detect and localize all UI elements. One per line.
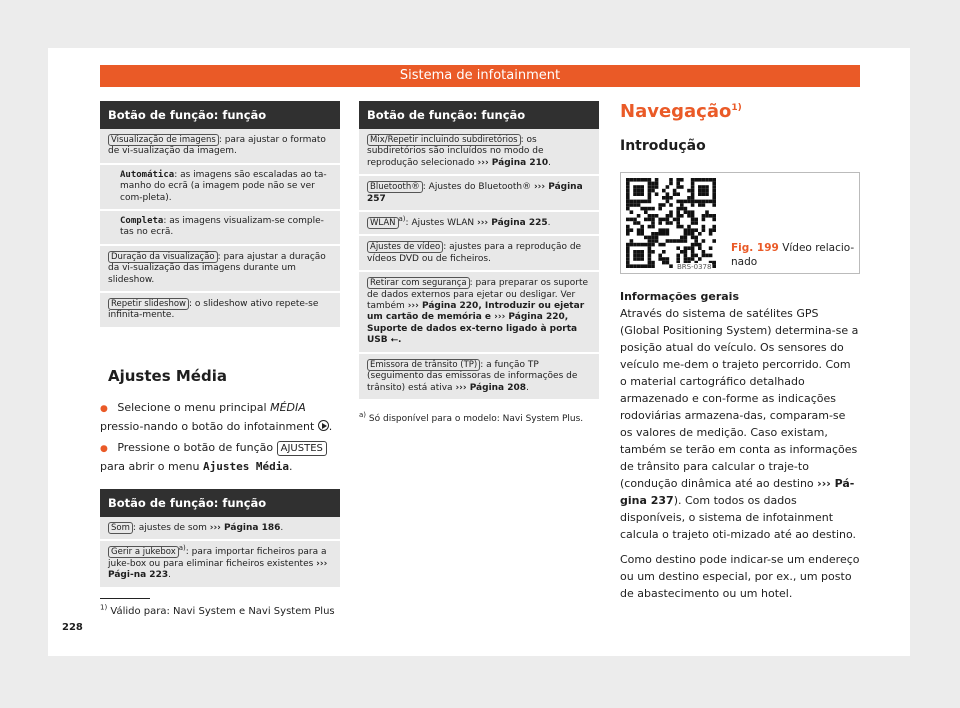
table-row <box>100 246 340 293</box>
table-row: Gerir a jukebox $^{a)}$: para importar ficheiros para a juke-box ou para eliminar ficheiros existentes ››› Pági-na 223. <box>100 541 340 588</box>
row-text: : para ajustar a duração da vi-sualização das imagens durante um slideshow. <box>108 251 326 285</box>
footnote-marker: a) <box>359 410 367 419</box>
subheading: Informações gerais <box>620 290 739 303</box>
table-row: Emissora de trânsito (TP) : a função TP (seguimento das emissoras de informações de trânsito) está ativa ››› Página 208. <box>359 354 599 401</box>
page-reference: ››› Página 210 <box>477 157 549 168</box>
row-text: : para preparar os suporte de dados externos para ejetar ou desligar. Ver também <box>367 278 589 312</box>
page-reference: ››› Página 257 <box>367 182 583 204</box>
bullet-text: Pressione o botão de função <box>117 440 277 454</box>
table-row <box>359 176 599 212</box>
row-text: : os subdiretórios são incluídos no modo de reprodução selecionado <box>367 135 544 168</box>
qr-code-image[interactable] <box>621 173 721 273</box>
play-icon <box>318 420 329 431</box>
table-row: Som : ajustes de som ››› Página 186. <box>100 517 340 541</box>
section-title: Ajustes Média <box>108 366 227 385</box>
chapter-title-text: Navegação <box>620 101 732 122</box>
footnote-text: Válido para: Navi System e Navi System Plus <box>110 606 335 617</box>
paragraph <box>620 305 860 543</box>
function-button-label: Bluetooth® <box>367 181 423 193</box>
table-row <box>359 272 599 353</box>
row-text: : ajustes de som <box>132 522 210 533</box>
option-term: Completa <box>120 216 164 227</box>
page-reference: ››› Página 225 <box>476 218 548 229</box>
table-row: WLAN $^{a)}$: Ajustes WLAN ››› Página 225. <box>359 212 599 236</box>
function-button-label: Ajustes de vídeo <box>367 241 443 253</box>
function-button-label: AJUSTES <box>277 441 327 456</box>
table-row <box>100 293 340 329</box>
function-button-label: Duração da visualização <box>108 251 218 263</box>
row-text: : ajustes para a reprodução de vídeos DVD ou de ficheiros. <box>367 242 582 264</box>
footnote-divider <box>100 598 150 599</box>
row-text: : as imagens são escaladas ao ta-manho do ecrã (a imagem pode não se ver com-pleta). <box>120 169 327 203</box>
table-header: Botão de função: função <box>100 101 340 129</box>
figure-box <box>620 172 860 274</box>
footnote-marker: 1) <box>100 603 108 612</box>
paragraph-text: Através do sistema de satélites GPS (Global Positioning System) determina-se a posição atual do veículo. Os sensores do veículo me-dem o trajeto percorrido. Com o material cartográfico detalhado armazenado e con-forme as indicações rodoviárias armazena-das, comparam-se os valores de medição. Caso existam, também se terão em conta as informações de trânsito para calcular o traje-to (condução dinâmica até ao destino <box>620 307 859 490</box>
bullet-item: ● Pressione o botão de função AJUSTES para abrir o menu Ajustes Média. <box>100 439 340 475</box>
page-reference: ››› Pá-gina 237 <box>620 477 855 507</box>
footnote <box>359 410 599 425</box>
table-row <box>100 129 340 165</box>
column-right <box>620 101 860 602</box>
row-text: : Ajustes WLAN <box>405 218 477 229</box>
footnote-marker: 1) <box>731 103 742 113</box>
qr-code-icon <box>621 173 721 273</box>
row-text: : para importar ficheiros para a juke-box ou para eliminar ficheiros existentes <box>108 547 327 569</box>
row-text: : a função TP (seguimento das emissoras de informações de trânsito) está ativa <box>367 359 578 393</box>
page-reference: ››› Página 208 <box>455 382 527 393</box>
table-row <box>100 211 340 246</box>
figure-number: Fig. 199 <box>731 242 779 254</box>
row-text: : as imagens visualizam-se comple-tas no ecrã. <box>120 216 324 238</box>
footnote-marker: a) <box>178 544 186 553</box>
page-reference: ››› Página 220, Introduzir ou ejetar um cartão de memória e ››› Página 220, Suporte de dados ex-terno ligado à porta USB ⭠. <box>367 301 585 346</box>
table-row <box>100 165 340 211</box>
footnote-text: Só disponível para o modelo: Navi System Plus. <box>368 413 584 424</box>
menu-name: Ajustes Média <box>202 459 290 473</box>
figure-code: BRS-0378 <box>677 263 712 271</box>
page-header: Sistema de infotainment <box>100 65 860 87</box>
function-button-label: Mix/Repetir incluindo subdiretórios <box>367 134 521 146</box>
bullet-text: para abrir o menu <box>100 459 203 473</box>
table-header: Botão de função: função <box>100 489 340 517</box>
page-footnote <box>100 603 335 617</box>
figure-caption-text: Vídeo relacio-nado <box>731 242 855 268</box>
function-button-label: Repetir slideshow <box>108 298 189 310</box>
chapter-title <box>620 101 860 122</box>
table-row <box>359 236 599 272</box>
table-row: Mix/Repetir incluindo subdiretórios : os subdiretórios são incluídos no modo de reprodução selecionado ››› Página 210. <box>359 129 599 176</box>
page-reference: ››› Pági-na 223 <box>108 558 328 581</box>
function-button-label: WLAN <box>367 217 399 229</box>
paragraph-text: ). Com todos os dados disponíveis, o sistema de infotainment calcula o trajeto oti-mizado até ao destino. <box>620 494 857 541</box>
page-reference: ››› Página 186 <box>209 522 281 533</box>
row-text: : Ajustes do Bluetooth® <box>422 182 534 193</box>
column-left <box>100 101 340 589</box>
column-middle <box>359 101 599 425</box>
function-button-label: Gerir a jukebox <box>108 546 179 558</box>
bullet-text: pressio-nando o botão do infotainment <box>100 419 315 433</box>
menu-name: MÉDIA <box>270 400 306 414</box>
function-button-label: Retirar com segurança <box>367 277 470 289</box>
paragraph: Como destino pode indicar-se um endereço ou um destino especial, por ex., um posto de abastecimento ou um hotel. <box>620 553 860 600</box>
section-title: Introdução <box>620 138 706 154</box>
footnote-marker: a) <box>398 215 406 224</box>
function-button-label: Visualização de imagens <box>108 134 219 146</box>
row-text: : o slideshow ativo repete-se infinita-mente. <box>108 299 319 321</box>
figure-caption <box>731 241 856 269</box>
function-button-label: Som <box>108 522 133 534</box>
option-term: Automática <box>120 169 175 180</box>
function-button-label: Emissora de trânsito (TP) <box>367 359 480 371</box>
table-header: Botão de função: função <box>359 101 599 129</box>
bullet-item: ● Selecione o menu principal MÉDIA pressio-nando o botão do infotainment . <box>100 399 340 435</box>
bullet-text: Selecione o menu principal <box>117 400 271 414</box>
page-number: 228 <box>62 622 83 633</box>
row-text: : para ajustar o formato de vi-sualização da imagem. <box>108 135 326 157</box>
